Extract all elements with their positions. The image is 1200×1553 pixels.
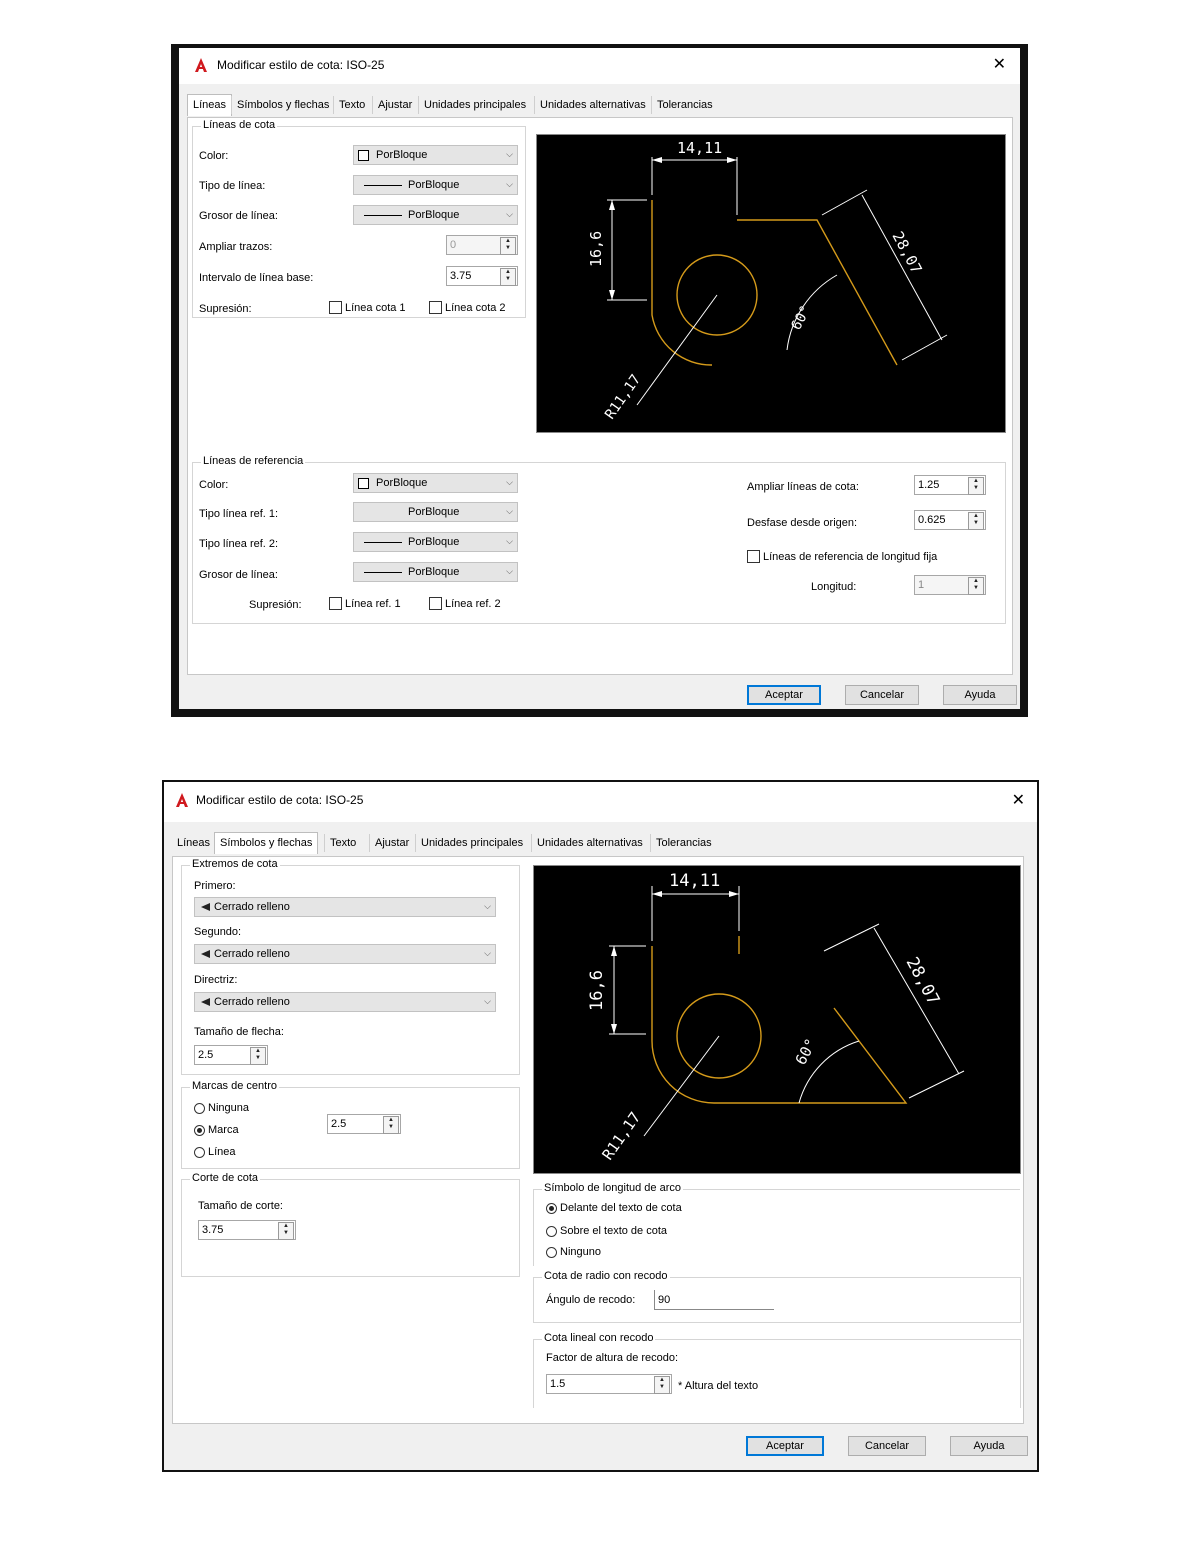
suppress-ext-line-1-checkbox[interactable]: Línea ref. 1 xyxy=(329,597,401,610)
dimension-preview-drawing xyxy=(537,135,1005,432)
jog-factor-label: Factor de altura de recodo: xyxy=(546,1352,679,1364)
jog-factor-suffix: * Altura del texto xyxy=(678,1380,759,1392)
spinner-arrows-icon[interactable]: ▲ ▼ xyxy=(500,268,516,286)
close-icon[interactable]: ✕ xyxy=(992,56,1006,73)
line-sample xyxy=(364,185,402,186)
break-size-spinner[interactable]: 3.75 ▲ ▼ xyxy=(198,1220,296,1240)
leader-arrow-dropdown[interactable]: Cerrado relleno ⌵ xyxy=(194,992,496,1012)
chevron-down-icon: ⌵ xyxy=(506,477,513,487)
suppress-label: Supresión: xyxy=(199,303,252,315)
spinner-arrows-icon[interactable]: ▲ ▼ xyxy=(250,1047,266,1065)
chevron-down-icon: ⌵ xyxy=(484,996,491,1006)
part-outline xyxy=(652,946,906,1103)
arc-above-radio[interactable]: Sobre el texto de cota xyxy=(546,1225,667,1237)
extend-beyond-spinner[interactable]: 0 ▲ ▼ xyxy=(446,235,518,255)
ext-color-dropdown[interactable]: PorBloque ⌵ xyxy=(353,473,518,493)
ok-button[interactable]: Aceptar xyxy=(747,685,821,705)
arrowhead-icon xyxy=(201,998,210,1006)
arrowhead-icon xyxy=(201,903,210,911)
tab-fit[interactable]: Ajustar xyxy=(369,834,414,852)
autocad-logo-icon xyxy=(193,57,209,73)
chevron-down-icon: ⌵ xyxy=(506,149,513,159)
first-arrow-label: Primero: xyxy=(194,880,236,892)
ext-linetype-2-dropdown[interactable]: PorBloque ⌵ xyxy=(353,532,518,552)
second-arrow-dropdown[interactable]: Cerrado relleno ⌵ xyxy=(194,944,496,964)
tab-lines[interactable]: Líneas xyxy=(187,94,232,116)
spinner-arrows-icon[interactable]: ▲ ▼ xyxy=(500,237,516,255)
group-title: Cota lineal con recodo xyxy=(544,1332,654,1344)
jog-factor-spinner[interactable]: 1.5 ▲ ▼ xyxy=(546,1374,672,1394)
dim-top-text: 14,11 xyxy=(677,139,723,157)
group-title: Corte de cota xyxy=(192,1172,259,1184)
group-title: Líneas de cota xyxy=(203,119,276,131)
dim-angle-text: 60° xyxy=(788,303,815,333)
group-arrowheads xyxy=(181,858,520,1075)
center-line-radio[interactable]: Línea xyxy=(194,1146,236,1158)
group-dim-break xyxy=(181,1172,520,1277)
chevron-down-icon: ⌵ xyxy=(484,901,491,911)
dimension-preview-drawing xyxy=(534,866,1020,1173)
length-label: Longitud: xyxy=(811,581,857,593)
baseline-spacing-spinner[interactable]: 3.75 ▲ ▼ xyxy=(446,266,518,286)
tab-tolerances[interactable]: Tolerancias xyxy=(651,96,718,114)
group-extension-lines xyxy=(192,455,1006,624)
ext-color-label: Color: xyxy=(199,479,229,491)
dim-left-text: 16,6 xyxy=(587,230,605,267)
preview-pane xyxy=(533,865,1021,1174)
tab-tolerances[interactable]: Tolerancias xyxy=(650,834,717,852)
arc-none-radio[interactable]: Ninguno xyxy=(546,1246,601,1258)
dim-angle-text: 60° xyxy=(791,1035,821,1068)
dim-radius-text: R11,17 xyxy=(602,371,645,423)
cancel-button[interactable]: Cancelar xyxy=(848,1436,926,1456)
tab-text[interactable]: Texto xyxy=(333,96,370,114)
dialog-title: Modificar estilo de cota: ISO-25 xyxy=(217,58,385,72)
center-none-radio[interactable]: Ninguna xyxy=(194,1102,249,1114)
group-title: Líneas de referencia xyxy=(203,455,304,467)
tab-page-symbols xyxy=(172,856,1024,1424)
spinner-arrows-icon[interactable]: ▲ ▼ xyxy=(654,1376,670,1394)
tab-alternate-units[interactable]: Unidades alternativas xyxy=(531,834,648,852)
arc-preceding-radio[interactable]: Delante del texto de cota xyxy=(546,1202,682,1214)
spinner-arrows-icon[interactable]: ▲ ▼ xyxy=(968,477,984,495)
chevron-down-icon: ⌵ xyxy=(506,179,513,189)
dialog-title: Modificar estilo de cota: ISO-25 xyxy=(196,793,364,807)
dim-top-text: 14,11 xyxy=(669,871,721,891)
tab-alternate-units[interactable]: Unidades alternativas xyxy=(534,96,651,114)
fixed-length-checkbox[interactable]: Líneas de referencia de longitud fija xyxy=(747,550,937,563)
tab-fit[interactable]: Ajustar xyxy=(372,96,417,114)
ext-linetype-1-dropdown[interactable]: PorBloque ⌵ xyxy=(353,502,518,522)
chevron-down-icon: ⌵ xyxy=(484,948,491,958)
group-dimension-lines xyxy=(192,119,526,318)
offset-origin-spinner[interactable]: 0.625 ▲ ▼ xyxy=(914,510,986,530)
lineweight-label: Grosor de línea: xyxy=(199,210,278,222)
tab-page-lines xyxy=(187,117,1013,675)
spinner-arrows-icon[interactable]: ▲ ▼ xyxy=(278,1222,294,1240)
group-title: Símbolo de longitud de arco xyxy=(544,1182,681,1194)
jog-angle-label: Ángulo de recodo: xyxy=(546,1294,636,1306)
close-icon[interactable]: ✕ xyxy=(1011,792,1025,809)
line-sample xyxy=(364,215,402,216)
extend-beyond-dim-spinner[interactable]: 1.25 ▲ ▼ xyxy=(914,475,986,495)
tab-symbols-arrows[interactable]: Símbolos y flechas xyxy=(231,96,334,114)
break-size-label: Tamaño de corte: xyxy=(198,1200,283,1212)
suppress-dim-line-1-checkbox[interactable]: Línea cota 1 xyxy=(329,301,406,314)
help-button[interactable]: Ayuda xyxy=(950,1436,1028,1456)
part-outline-left xyxy=(652,200,712,365)
suppress-dim-line-2-checkbox[interactable]: Línea cota 2 xyxy=(429,301,506,314)
extend-beyond-label: Ampliar trazos: xyxy=(199,241,273,253)
group-linear-jog xyxy=(533,1332,1021,1408)
dim-right-text: 28,07 xyxy=(901,953,944,1009)
tab-lines[interactable]: Líneas xyxy=(177,837,211,849)
chevron-down-icon: ⌵ xyxy=(506,209,513,219)
center-mark-size-spinner[interactable]: 2.5 ▲ ▼ xyxy=(327,1114,401,1134)
group-title: Cota de radio con recodo xyxy=(544,1270,668,1282)
dialog-body xyxy=(164,822,1037,1470)
help-button[interactable]: Ayuda xyxy=(943,685,1017,705)
chevron-down-icon: ⌵ xyxy=(506,536,513,546)
color-swatch xyxy=(358,150,369,161)
arrowhead-icon xyxy=(201,950,210,958)
arrow-size-label: Tamaño de flecha: xyxy=(194,1026,284,1038)
lineweight-dropdown[interactable]: PorBloque ⌵ xyxy=(353,205,518,225)
chevron-down-icon: ⌵ xyxy=(506,506,513,516)
dim-radius-text: R11,17 xyxy=(598,1108,645,1164)
dialog-symbols-arrows xyxy=(162,780,1039,1472)
dialog-body xyxy=(179,84,1020,709)
arrow-size-spinner[interactable]: 2.5 ▲ ▼ xyxy=(194,1045,268,1065)
ok-button[interactable]: Aceptar xyxy=(746,1436,824,1456)
chevron-down-icon: ⌵ xyxy=(506,566,513,576)
linetype-label: Tipo de línea: xyxy=(199,180,266,192)
length-spinner[interactable]: 1 ▲ ▼ xyxy=(914,575,986,595)
center-mark-radio[interactable]: Marca xyxy=(194,1124,239,1136)
tab-symbols-arrows[interactable]: Símbolos y flechas xyxy=(214,832,318,854)
dim-left-text: 16,6 xyxy=(587,970,607,1011)
tab-primary-units[interactable]: Unidades principales xyxy=(418,96,531,114)
first-arrow-dropdown[interactable]: Cerrado relleno ⌵ xyxy=(194,897,496,917)
group-arc-length xyxy=(533,1182,1020,1266)
baseline-spacing-label: Intervalo de línea base: xyxy=(199,272,314,284)
preview-pane xyxy=(536,134,1006,433)
dim-right-text: 28,07 xyxy=(888,228,926,277)
cancel-button[interactable]: Cancelar xyxy=(845,685,919,705)
jog-angle-input[interactable]: 90 xyxy=(654,1290,774,1310)
spinner-arrows-icon[interactable]: ▲ ▼ xyxy=(383,1116,399,1134)
ext-linetype-2-label: Tipo línea ref. 2: xyxy=(199,538,279,550)
tab-text[interactable]: Texto xyxy=(324,834,361,852)
color-label: Color: xyxy=(199,150,229,162)
leader-arrow-label: Directriz: xyxy=(194,974,238,986)
group-radius-jog xyxy=(533,1270,1021,1323)
extend-beyond-dim-label: Ampliar líneas de cota: xyxy=(747,481,859,493)
group-title: Extremos de cota xyxy=(192,858,278,870)
spinner-arrows-icon[interactable]: ▲ ▼ xyxy=(968,577,984,595)
ext-lineweight-label: Grosor de línea: xyxy=(199,569,278,581)
color-dropdown[interactable]: PorBloque ⌵ xyxy=(353,145,518,165)
title-bar xyxy=(164,782,1037,820)
tab-primary-units[interactable]: Unidades principales xyxy=(415,834,528,852)
spinner-arrows-icon[interactable]: ▲ ▼ xyxy=(968,512,984,530)
ext-linetype-1-label: Tipo línea ref. 1: xyxy=(199,508,279,520)
group-center-marks xyxy=(181,1080,520,1169)
suppress-ext-line-2-checkbox[interactable]: Línea ref. 2 xyxy=(429,597,501,610)
part-outline-right xyxy=(737,220,897,365)
second-arrow-label: Segundo: xyxy=(194,926,242,938)
ext-lineweight-dropdown[interactable]: PorBloque ⌵ xyxy=(353,562,518,582)
ext-suppress-label: Supresión: xyxy=(249,599,302,611)
offset-origin-label: Desfase desde origen: xyxy=(747,517,858,529)
linetype-dropdown[interactable]: PorBloque ⌵ xyxy=(353,175,518,195)
autocad-logo-icon xyxy=(174,792,190,808)
title-bar xyxy=(179,48,1020,82)
dialog-lines xyxy=(171,44,1028,717)
group-title: Marcas de centro xyxy=(192,1080,277,1092)
